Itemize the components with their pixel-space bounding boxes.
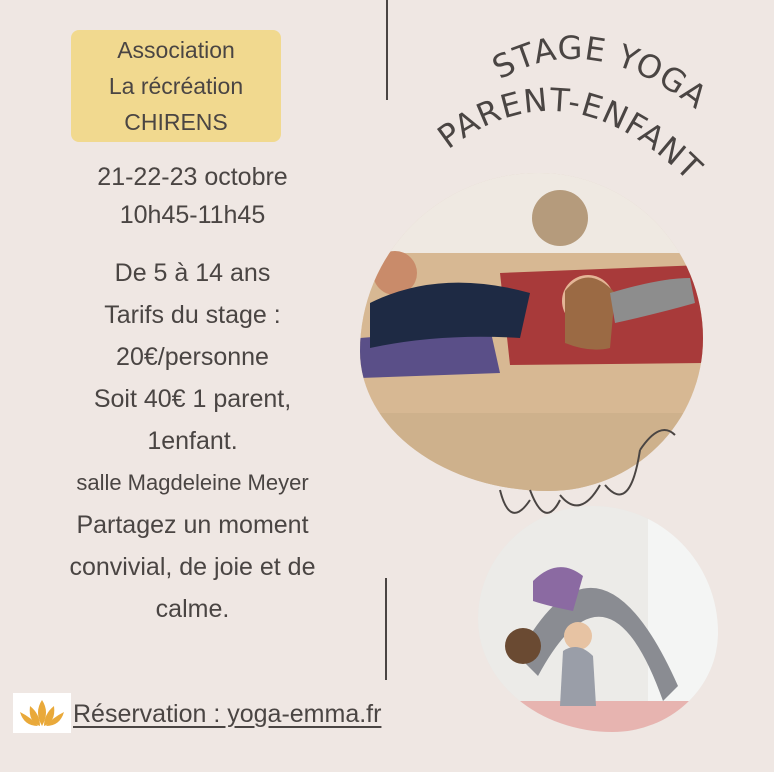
association-line-1: Association — [117, 37, 235, 63]
lotus-icon — [18, 698, 66, 728]
association-line-3: CHIRENS — [124, 109, 228, 135]
combo-line-1: Soit 40€ 1 parent, — [93, 385, 292, 413]
title-line-1: STAGE YOGA — [486, 28, 715, 117]
schedule-dates: 21-22-23 octobre — [97, 163, 288, 191]
divider-bottom — [385, 578, 387, 680]
venue: salle Magdeleine Meyer — [76, 470, 309, 495]
tagline-3: calme. — [155, 595, 230, 623]
details-block — [20, 252, 365, 630]
schedule-block — [20, 158, 365, 234]
association-badge — [71, 30, 281, 142]
tagline-1: Partagez un moment — [76, 511, 309, 539]
divider-top — [386, 0, 388, 100]
reservation-link[interactable]: Réservation : yoga-emma.fr — [73, 700, 382, 728]
price: 20€/personne — [116, 343, 269, 371]
lotus-logo — [13, 693, 71, 733]
combo-line-2: 1enfant. — [147, 427, 238, 455]
title-line-2: PARENT-ENFANT — [430, 80, 711, 188]
tagline-2: convivial, de joie et de — [69, 553, 316, 581]
tarif-label: Tarifs du stage : — [104, 301, 281, 329]
association-line-2: La récréation — [108, 73, 244, 99]
ages: De 5 à 14 ans — [114, 259, 271, 287]
schedule-hours: 10h45-11h45 — [119, 201, 266, 229]
